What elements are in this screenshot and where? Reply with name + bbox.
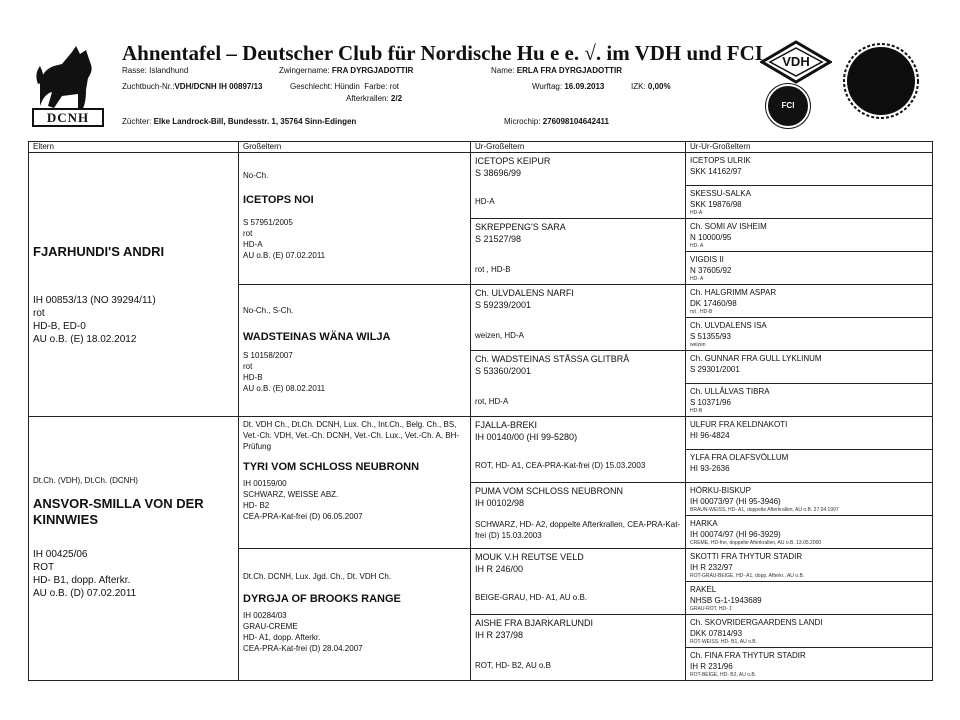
great-grandparent-info: rot, HD-A: [475, 397, 509, 406]
grandparent-health: HD-A: [243, 240, 263, 249]
ggg-cell: [686, 450, 933, 483]
ggg-name: Ch. ULVDALENS ISA: [690, 321, 767, 330]
ggg-info: HD-B: [690, 408, 703, 414]
grandparent-reg: IH 00159/00: [243, 479, 287, 488]
great-grandparent-cell: [471, 219, 686, 285]
great-grandparent-reg: S 21527/98: [475, 234, 522, 244]
great-grandparent-reg: IH R 237/98: [475, 630, 524, 640]
ggg-name: HÖRKU-BISKUP: [690, 486, 751, 495]
ggg-reg: N 37605/92: [690, 266, 732, 275]
great-grandparent-info: SCHWARZ, HD- A2, doppelte Afterkrallen, CEA-PRA-Kat-frei (D) 15.03.2003: [475, 520, 681, 540]
ggg-cell: [686, 648, 933, 681]
studbook-value: VDH/DCNH IH 00897/13: [174, 82, 263, 91]
name-label: Name:: [491, 66, 515, 75]
grandparent-reg: S 10158/2007: [243, 351, 293, 360]
ggg-cell: [686, 483, 933, 516]
ggg-reg: SKK 14162/97: [690, 167, 742, 176]
ggg-cell: [686, 582, 933, 615]
great-grandparent-reg: IH R 246/00: [475, 564, 524, 574]
ggg-name: RAKEL: [690, 585, 717, 594]
kennel-label: Zwingername:: [279, 66, 330, 75]
great-grandparent-reg: IH 00102/98: [475, 498, 525, 508]
name-value: ERLA FRA DYRGJADOTTIR: [516, 66, 622, 75]
grandparent-title: No-Ch.: [243, 171, 269, 180]
great-grandparent-cell: [471, 483, 686, 549]
grandparent-cell: [239, 549, 471, 681]
microchip-label: Microchip:: [504, 117, 541, 126]
sex-label: Geschlecht:: [290, 82, 333, 91]
ggg-name: Ch. HALGRIMM ASPAR: [690, 288, 777, 297]
parent-name: ANSVOR-SMILLA VON DER KINNWIES: [33, 496, 204, 527]
ggg-cell: [686, 285, 933, 318]
ggg-info: CREME, HD-frei, doppelte Afterkrallen, AU o.B. 13.05.2000: [690, 540, 822, 546]
ggg-cell: [686, 384, 933, 417]
great-grandparent-name: Ch. ULVDALENS NARFI: [475, 288, 574, 298]
fci-logo: [766, 84, 810, 128]
great-grandparent-info: ROT, HD- B2, AU o.B: [475, 661, 552, 670]
ggg-name: VIGDIS II: [690, 255, 724, 264]
great-grandparent-cell: [471, 417, 686, 483]
ggg-info: weizen: [690, 342, 706, 348]
ggg-cell: [686, 417, 933, 450]
document-title: Ahnentafel – Deutscher Club für Nordische Hu e e. √. im VDH und FCI: [122, 41, 763, 65]
pedigree-table: [28, 141, 933, 681]
great-grandparent-name: Ch. WADSTEINAS STÅSSA GLITBRÅ: [475, 354, 630, 364]
parent-title: Dt.Ch. (VDH), Dt.Ch. (DCNH): [33, 476, 138, 485]
ggg-reg: DK 17460/98: [690, 299, 737, 308]
ggg-cell: [686, 615, 933, 648]
parent-cell-sire: [29, 153, 239, 417]
breeder-label: Züchter:: [122, 117, 152, 126]
grandparent-cell: [239, 153, 471, 285]
great-grandparent-name: FJALLA-BREKI: [475, 420, 538, 430]
parent-eyes: AU o.B. (D) 07.02.2011: [33, 588, 137, 599]
ggg-reg: HI 96-4824: [690, 431, 730, 440]
ggg-name: Ch. SKOVRIDERGAARDENS LANDI: [690, 618, 823, 627]
ggg-reg: DKK 07814/93: [690, 629, 743, 638]
grandparent-color: rot: [243, 229, 253, 238]
ggg-cell: [686, 516, 933, 549]
microchip-value: 276098104642411: [542, 117, 609, 126]
ggg-name: ICETOPS ULRIK: [690, 156, 751, 165]
great-grandparent-cell: [471, 153, 686, 219]
grandparent-title: Dt. VDH Ch., Dt.Ch. DCNH, Lux. Ch., Int.Ch., Belg. Ch., BS, Vet.-Ch. VDH, Vet.-Ch. DCNH, Vet.-Ch. Lux., Vet.-Ch. A, BH-Prüfung: [243, 420, 460, 451]
grandparent-eyes: CEA-PRA-Kat-frei (D) 28.04.2007: [243, 644, 363, 653]
grandparent-health: HD-B: [243, 373, 263, 382]
grandparent-name: TYRI VOM SCHLOSS NEUBRONN: [243, 461, 420, 473]
grandparent-eyes: AU o.B. (E) 08.02.2011: [243, 384, 326, 393]
ggg-name: YLFA FRA OLAFSVÖLLUM: [690, 453, 789, 462]
great-grandparent-name: SKREPPENG'S SARA: [475, 222, 566, 232]
ggg-cell: [686, 549, 933, 582]
parent-reg: IH 00425/06: [33, 549, 88, 560]
ggg-reg: NHSB G-1-1943689: [690, 596, 762, 605]
great-grandparent-info: ROT, HD- A1, CEA-PRA-Kat-frei (D) 15.03.2003: [475, 461, 646, 470]
grandparent-health: HD- B2: [243, 501, 270, 510]
grandparent-eyes: CEA-PRA-Kat-frei (D) 06.05.2007: [243, 512, 363, 521]
ggg-info: HD- A: [690, 276, 704, 282]
great-grandparent-name: MOUK V.H REUTSE VELD: [475, 552, 584, 562]
ggg-cell: [686, 252, 933, 285]
ggg-reg: IH R 231/96: [690, 662, 733, 671]
ggg-cell: [686, 351, 933, 384]
parent-name: FJARHUNDI'S ANDRI: [33, 244, 165, 259]
ggg-reg: IH 00074/97 (HI 96-3929): [690, 530, 781, 539]
ggg-name: Ch. SOMI AV ISHEIM: [690, 222, 767, 231]
izk-label: IZK:: [631, 82, 646, 91]
grandparent-reg: IH 00284/03: [243, 611, 287, 620]
ggg-name: Ch. FINA FRA THYTUR STADIR: [690, 651, 806, 660]
ggg-cell: [686, 186, 933, 219]
parent-color: rot: [33, 308, 45, 319]
ggg-name: ULFUR FRA KELDNAKOTI: [690, 420, 788, 429]
grandparent-name: WADSTEINAS WÄNA WILJA: [243, 331, 391, 343]
great-grandparent-cell: [471, 615, 686, 681]
color-label: Farbe:: [364, 82, 388, 91]
great-grandparent-name: AISHE FRA BJARKARLUNDI: [475, 618, 594, 628]
column-header-great-grandparents: Ur-Großeltern: [471, 142, 686, 153]
breeder-value: Elke Landrock-Bill, Bundesstr. 1, 35764 Sinn-Edingen: [153, 117, 357, 126]
grandparent-color: SCHWARZ, WEISSE ABZ.: [243, 490, 339, 499]
ggg-reg: IH R 232/97: [690, 563, 733, 572]
great-grandparent-reg: S 38696/99: [475, 168, 522, 178]
parent-health: HD- B1, dopp. Afterkr.: [33, 575, 131, 586]
column-header-row: [29, 142, 933, 153]
birthdate-label: Wurftag:: [532, 82, 563, 91]
great-grandparent-cell: [471, 285, 686, 351]
vdh-logo-text: VDH: [782, 54, 810, 69]
grandparent-title: No-Ch., S-Ch.: [243, 306, 294, 315]
ggg-info: ROT-BEIGE, HD- B2, AU o.B.: [690, 672, 757, 678]
ggg-reg: S 29301/2001: [690, 365, 740, 374]
grandparent-name: ICETOPS NOI: [243, 194, 314, 206]
breed-field: Rasse: Islandhund: [122, 66, 189, 75]
ggg-cell: [686, 153, 933, 186]
ggg-reg: HI 93-2636: [690, 464, 730, 473]
parent-reg: IH 00853/13 (NO 39294/11): [33, 295, 156, 306]
ggg-name: Ch. ULLÅLVAS TIBRA: [690, 387, 770, 396]
great-grandparent-info: HD-A: [475, 197, 495, 206]
ggg-info: BRAUN-WEISS, HD- A1, doppelte Afterkrallen, AU o.B. 27.04.1997: [690, 507, 839, 513]
ggg-reg: N 10000/95: [690, 233, 732, 242]
grandparent-cell: [239, 417, 471, 549]
great-grandparent-info: BEIGE-GRAU, HD- A1, AU o.B.: [475, 593, 588, 602]
ggg-reg: S 51355/93: [690, 332, 731, 341]
great-grandparent-reg: S 59239/2001: [475, 300, 532, 310]
grandparent-cell: [239, 285, 471, 417]
grandparent-title: Dt.Ch. DCNH, Lux. Jgd. Ch., Dt. VDH Ch.: [243, 572, 392, 581]
grandparent-name: DYRGJA OF BROOKS RANGE: [243, 593, 401, 605]
dewclaws-value: 2/2: [390, 94, 403, 103]
ggg-info: HD- A: [690, 243, 704, 249]
column-header-great-great-grandparents: Ur-Ur-Großeltern: [686, 142, 933, 153]
dewclaws-label: Afterkrallen:: [346, 94, 389, 103]
ggg-reg: IH 00073/97 (HI 95-3946): [690, 497, 781, 506]
ggg-info: ROT-GRAU-BEIGE, HD- A1, dopp. Afterkr., AU o.B.: [690, 573, 805, 579]
studbook-label: Zuchtbuch-Nr.:: [122, 82, 175, 91]
vdh-logo: [760, 40, 832, 84]
column-header-parents: Eltern: [29, 142, 239, 153]
grandparent-health: HD- A1, dopp. Afterkr.: [243, 633, 321, 642]
kennel-value: FRA DYRGJADOTTIR: [331, 66, 414, 75]
ggg-name: SKESSU-SALKA: [690, 189, 751, 198]
dcnh-logo: [32, 44, 102, 126]
parent-eyes: AU o.B. (E) 18.02.2012: [33, 334, 137, 345]
ggg-info: ROT-WEISS, HD- B1, AU o.B.: [690, 639, 757, 645]
ggg-name: HARKA: [690, 519, 718, 528]
ggg-info: HD-A: [690, 210, 703, 216]
ggg-name: Ch. GUNNAR FRA GULL LYKLINUM: [690, 354, 822, 363]
great-grandparent-cell: [471, 351, 686, 417]
great-grandparent-name: PUMA VOM SCHLOSS NEUBRONN: [475, 486, 624, 496]
izk-value: 0,00%: [647, 82, 671, 91]
grandparent-reg: S 57951/2005: [243, 218, 293, 227]
ggg-info: rot , HD-B: [690, 309, 713, 315]
great-grandparent-name: ICETOPS KEIPUR: [475, 156, 551, 166]
grandparent-eyes: AU o.B. (E) 07.02.2011: [243, 251, 326, 260]
ggg-reg: SKK 19876/98: [690, 200, 742, 209]
parent-health: HD-B, ED-0: [33, 321, 86, 332]
ggg-info: GRAU-ROT, HD- 1: [690, 606, 732, 612]
fci-logo-text: FCI: [781, 101, 795, 110]
parent-color: ROT: [33, 562, 55, 573]
sex-value: Hündin: [334, 82, 360, 91]
ggg-reg: S 10371/96: [690, 398, 731, 407]
ggg-cell: [686, 318, 933, 351]
club-seal: [842, 42, 920, 120]
parent-cell-dam: [29, 417, 239, 681]
grandparent-color: rot: [243, 362, 253, 371]
great-grandparent-cell: [471, 549, 686, 615]
great-grandparent-info: rot , HD-B: [475, 265, 511, 274]
dcnh-logo-text: DCNH: [32, 108, 104, 127]
grandparent-color: GRAU-CREME: [243, 622, 298, 631]
ggg-name: SKOTTI FRA THYTUR STADIR: [690, 552, 803, 561]
column-header-grandparents: Großeltern: [239, 142, 471, 153]
great-grandparent-reg: S 53360/2001: [475, 366, 532, 376]
great-grandparent-info: weizen, HD-A: [475, 331, 524, 340]
birthdate-value: 16.09.2013: [564, 82, 605, 91]
great-grandparent-reg: IH 00140/00 (HI 99-5280): [475, 432, 578, 442]
color-value: rot: [389, 82, 399, 91]
ggg-cell: [686, 219, 933, 252]
